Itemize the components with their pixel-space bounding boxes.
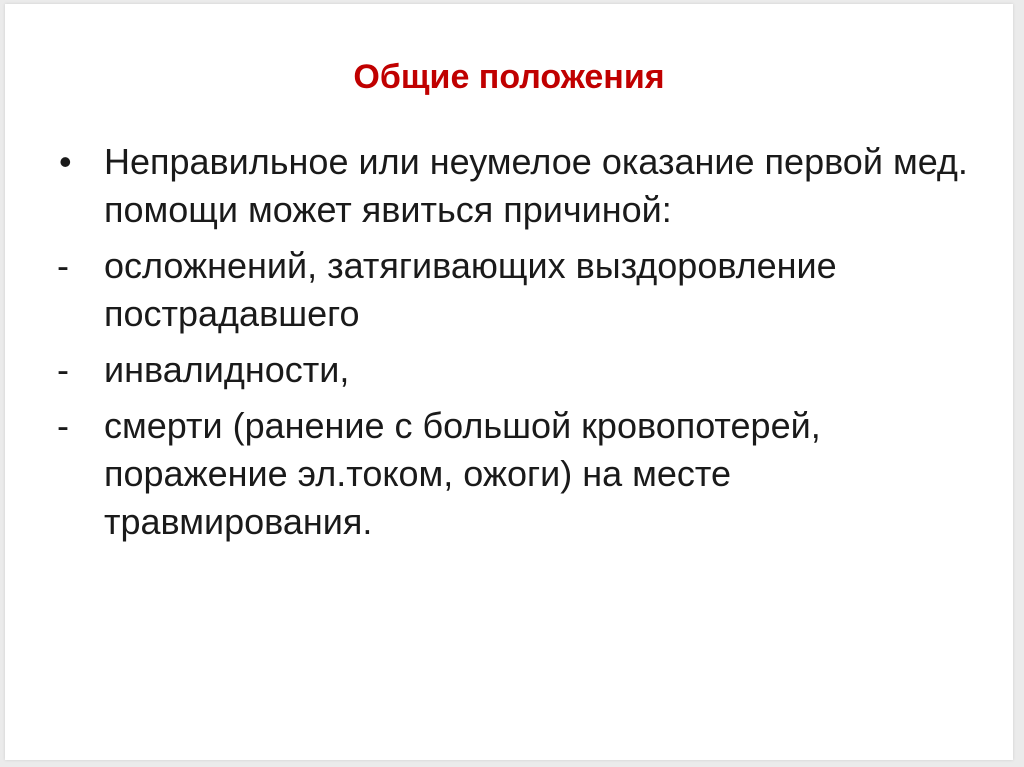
dash-marker: - bbox=[57, 349, 69, 390]
list-item bbox=[57, 138, 977, 234]
list-item bbox=[57, 242, 977, 338]
list-item-text: инвалидности, bbox=[104, 349, 350, 390]
slide bbox=[5, 4, 1013, 760]
list-item bbox=[57, 346, 977, 394]
dash-marker: - bbox=[57, 245, 69, 286]
bullet-marker: • bbox=[59, 141, 72, 182]
bullet-list bbox=[57, 138, 977, 554]
list-item bbox=[57, 402, 977, 546]
dash-marker: - bbox=[57, 405, 69, 446]
list-item-text: осложнений, затягивающих выздоровление пострадавшего bbox=[104, 245, 837, 334]
list-item-text: Неправильное или неумелое оказание первой мед. помощи может явиться причиной: bbox=[104, 141, 968, 230]
slide-title: Общие положения bbox=[353, 58, 665, 96]
list-item-text: смерти (ранение с большой кровопотерей, поражение эл.током, ожоги) на месте травмирования. bbox=[104, 405, 821, 542]
